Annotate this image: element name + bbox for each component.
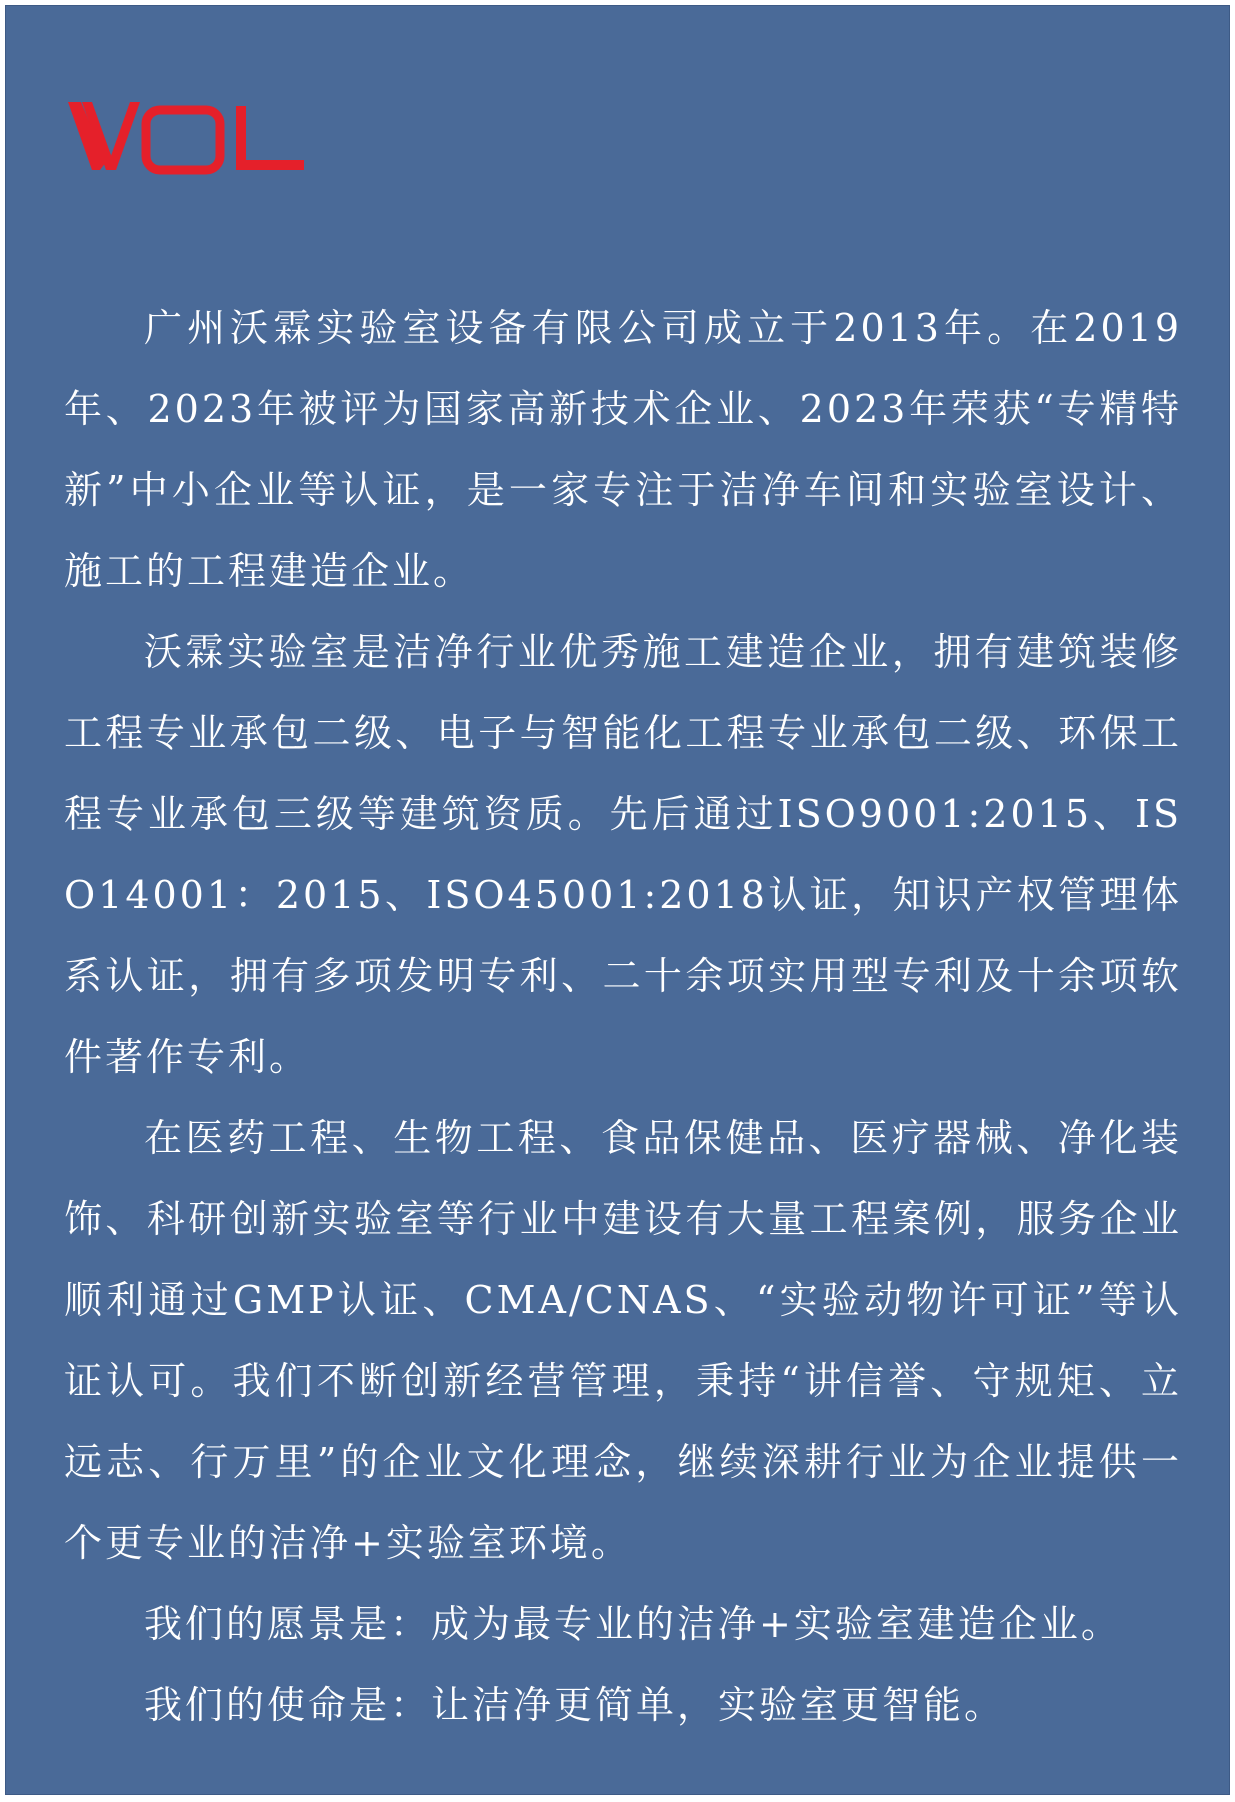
- wol-logo-icon: [68, 102, 308, 186]
- paragraph-projects-culture: 在医药工程、生物工程、食品保健品、医疗器械、净化装饰、科研创新实验室等行业中建设有大量工程案例，服务企业顺利通过GMP认证、CMA/CNAS、“实验动物许可证”等认证认可。我们不断创新经营管理，秉持“讲信誉、守规矩、立远志、行万里”的企业文化理念，继续深耕行业为企业提供一个更专业的洁净+实验室环境。: [64, 1116, 1182, 1565]
- document-page: [5, 5, 1230, 1795]
- paragraph-vision: 我们的愿景是：成为最专业的洁净+实验室建造企业。: [144, 1602, 1122, 1646]
- company-introduction: [64, 288, 1182, 1746]
- paragraph-company-overview: 广州沃霖实验室设备有限公司成立于2013年。在2019年、2023年被评为国家高新技术企业、2023年荣获“专精特新”中小企业等认证，是一家专注于洁净车间和实验室设计、施工的工程建造企业。: [64, 306, 1182, 593]
- company-logo: [68, 102, 308, 186]
- paragraph-mission: 我们的使命是：让洁净更简单，实验室更智能。: [144, 1683, 1006, 1727]
- paragraph-qualifications: 沃霖实验室是洁净行业优秀施工建造企业，拥有建筑装修工程专业承包二级、电子与智能化工程专业承包二级、环保工程专业承包三级等建筑资质。先后通过ISO9001:2015、ISO14001：2015、ISO45001:2018认证，知识产权管理体系认证，拥有多项发明专利、二十余项实用型专利及十余项软件著作专利。: [64, 630, 1182, 1079]
- logo-text: [68, 186, 69, 187]
